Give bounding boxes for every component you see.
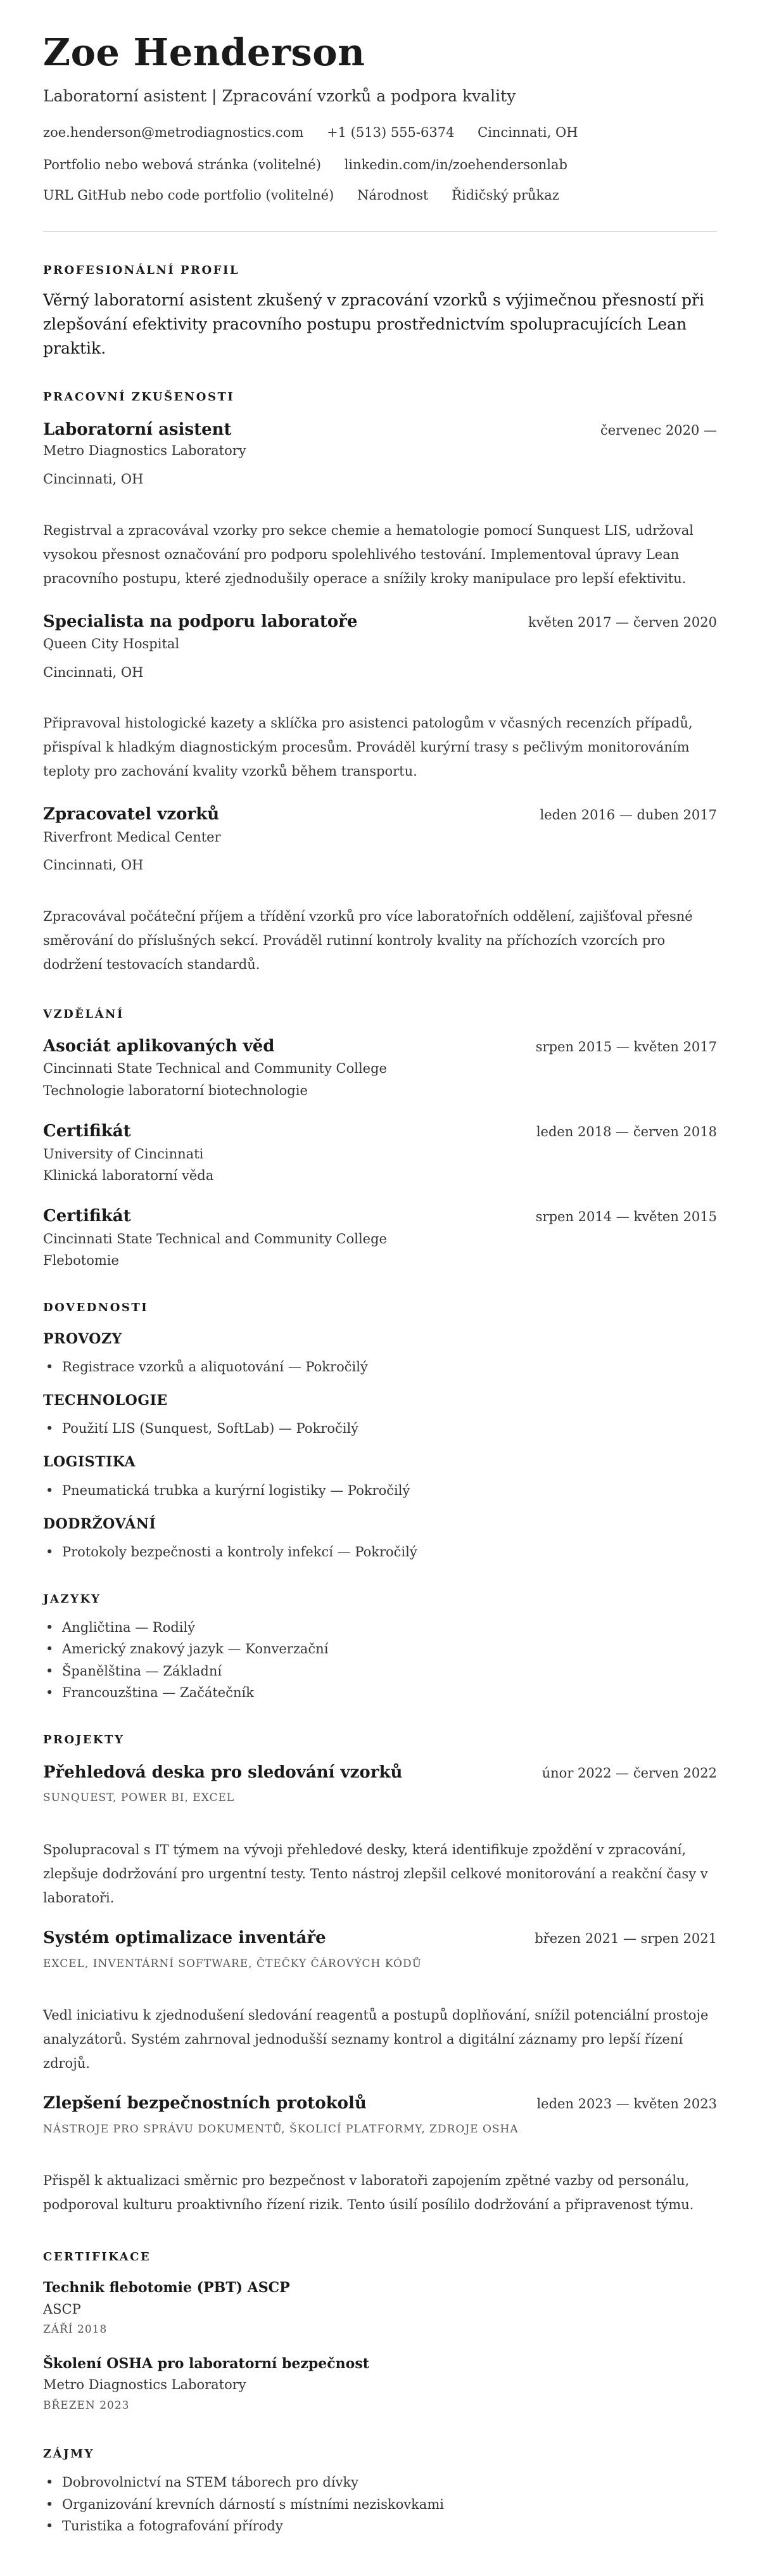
school-name: Cincinnati State Technical and Community College [43, 1061, 387, 1076]
interest-item: • Dobrovolnictví na STEM táborech pro dívky [43, 2475, 358, 2490]
study-field: Klinická laboratorní věda [43, 1168, 214, 1183]
contact-row [43, 125, 597, 140]
certification-name: Technik flebotomie (PBT) ASCP [43, 2279, 290, 2296]
skill-category: LOGISTIKA [43, 1454, 136, 1470]
project-description: Vedl iniciativu k zjednodušení sledování reagentů a postupů doplňování, snížil potenciální prostoje analyzátorů. Systém zahrnoval jednodušší seznamy kontrol a digitální záznamy pro lepší řízení zdrojů. [43, 2008, 709, 2071]
degree-title: Certifikát [43, 1122, 131, 1141]
project-tech: EXCEL, INVENTÁRNÍ SOFTWARE, ČTEČKY ČÁROVÝCH KÓDŮ [43, 1958, 422, 1970]
job-date: květen 2017 — červen 2020 [528, 615, 717, 630]
portfolio-link[interactable]: Portfolio nebo webová stránka (volitelné) [43, 157, 321, 172]
experience-heading: PRACOVNÍ ZKUŠENOSTI [43, 390, 235, 404]
education-date: srpen 2015 — květen 2017 [535, 1039, 717, 1054]
study-field: Flebotomie [43, 1253, 119, 1268]
language-item: • Španělština — Základní [43, 1663, 222, 1679]
skill-category: PROVOZY [43, 1331, 122, 1347]
project-name: Zlepšení bezpečnostních protokolů [43, 2094, 367, 2113]
language-item: • Francouzština — Začátečník [43, 1685, 254, 1700]
interests-heading: ZÁJMY [43, 2447, 94, 2461]
skill-item: • Použití LIS (Sunquest, SoftLab) — Pokročilý [43, 1421, 358, 1436]
school-name: University of Cincinnati [43, 1146, 204, 1162]
degree-title: Certifikát [43, 1207, 131, 1226]
job-title: Specialista na podporu laboratoře [43, 612, 358, 631]
project-tech: SUNQUEST, POWER BI, EXCEL [43, 1791, 235, 1804]
skill-category: DODRŽOVÁNÍ [43, 1516, 156, 1532]
project-name: Přehledová deska pro sledování vzorků [43, 1763, 403, 1782]
job-title: Laboratorní asistent [43, 420, 232, 439]
skill-category: TECHNOLOGIE [43, 1392, 168, 1409]
job-company: Metro Diagnostics Laboratory [43, 443, 246, 458]
certification-issuer: ASCP [43, 2302, 81, 2317]
job-company: Riverfront Medical Center [43, 830, 221, 845]
driving-license: Řidičský průkaz [452, 188, 559, 203]
language-item: • Angličtina — Rodilý [43, 1620, 195, 1635]
education-date: srpen 2014 — květen 2015 [535, 1209, 717, 1224]
headline: Laboratorní asistent | Zpracování vzorků a podpora kvality [43, 87, 516, 105]
languages-heading: JAZYKY [43, 1592, 101, 1606]
degree-title: Asociát aplikovaných věd [43, 1037, 275, 1056]
project-description: Spolupracoval s IT týmem na vývoji přehledové desky, která identifikuje zpoždění v zpracování, zlepšuje dodržování pro urgentní testy. Tento nástroj zlepšil celkové monitorování a reakční časy v laboratoři. [43, 1842, 708, 1906]
candidate-name: Zoe Henderson [43, 30, 365, 74]
certification-name: Školení OSHA pro laboratorní bezpečnost [43, 2355, 369, 2372]
language-item: • Americký znakový jazyk — Konverzační [43, 1641, 328, 1656]
skill-item: • Protokoly bezpečnosti a kontroly infekcí — Pokročilý [43, 1544, 417, 1560]
phone-number[interactable]: +1 (513) 555-6374 [327, 125, 455, 140]
job-location: Cincinnati, OH [43, 471, 144, 487]
links-row [43, 157, 586, 172]
job-description: Registrval a zpracovával vzorky pro sekce chemie a hematologie pomocí Sunquest LIS, udržoval vysokou přesnost označování pro podporu spolehlivého testování. Implementoval úpravy Lean pracovního postupu, které zjednodušily operace a snížily kroky manipulace pro lepší efektivitu. [43, 523, 694, 586]
education-date: leden 2018 — červen 2018 [536, 1124, 717, 1139]
skill-item: • Pneumatická trubka a kurýrní logistiky — Pokročilý [43, 1483, 410, 1498]
profile-summary: Věrný laboratorní asistent zkušený v zpracování vzorků s výjimečnou přesností při zlepšování efektivity pracovního postupu prostřednictvím spolupracujících Lean praktik. [43, 291, 704, 357]
interest-item: • Organizování krevních dárností s místními neziskovkami [43, 2497, 444, 2512]
extras-row [43, 188, 578, 203]
job-location: Cincinnati, OH [43, 857, 144, 873]
certification-date: BŘEZEN 2023 [43, 2399, 130, 2412]
linkedin-link[interactable]: linkedin.com/in/zoehendersonlab [344, 157, 567, 172]
project-tech: NÁSTROJE PRO SPRÁVU DOKUMENTŮ, ŠKOLICÍ PLATFORMY, ZDROJE OSHA [43, 2123, 519, 2136]
education-heading: VZDĚLÁNÍ [43, 1008, 124, 1021]
certification-issuer: Metro Diagnostics Laboratory [43, 2377, 246, 2392]
projects-heading: PROJEKTY [43, 1733, 125, 1746]
job-description: Zpracovával počáteční příjem a třídění vzorků pro více laboratořních oddělení, zajišťoval přesné směrování do příslušných sekcí. Prováděl rutinní kontroly kvality na příchozích vzorcích pro dodržení testovacích standardů. [43, 909, 693, 972]
skills-heading: DOVEDNOSTI [43, 1301, 149, 1314]
certification-date: ZÁŘÍ 2018 [43, 2323, 108, 2336]
skill-item: • Registrace vzorků a aliquotování — Pokročilý [43, 1359, 368, 1375]
github-link[interactable]: URL GitHub nebo code portfolio (volitelné) [43, 188, 334, 203]
header-divider [43, 231, 717, 232]
school-name: Cincinnati State Technical and Community College [43, 1231, 387, 1246]
study-field: Technologie laboratorní biotechnologie [43, 1083, 308, 1098]
job-description: Připravoval histologické kazety a sklíčka pro asistenci patologům v včasných recenzích případů, přispíval k hladkým diagnostickým procesům. Prováděl kurýrní trasy s pečlivým monitorováním teploty pro zachování kvality vzorků během transportu. [43, 715, 693, 779]
project-date: leden 2023 — květen 2023 [536, 2096, 717, 2111]
job-location: Cincinnati, OH [43, 665, 144, 680]
job-date: leden 2016 — duben 2017 [540, 807, 717, 823]
location: Cincinnati, OH [478, 125, 578, 140]
project-date: únor 2022 — červen 2022 [542, 1765, 717, 1781]
certifications-heading: CERTIFIKACE [43, 2250, 151, 2264]
project-name: Systém optimalizace inventáře [43, 1928, 326, 1947]
project-description: Přispěl k aktualizaci směrnic pro bezpečnost v laboratoři zapojením zpětné vazby od personálu, podporoval kulturu proaktivního řízení rizik. Tento úsilí posílilo dodržování a připravenost týmu. [43, 2173, 694, 2212]
profile-heading: PROFESIONÁLNÍ PROFIL [43, 264, 240, 277]
job-company: Queen City Hospital [43, 636, 180, 651]
project-date: březen 2021 — srpen 2021 [535, 1931, 717, 1946]
job-date: červenec 2020 — [600, 423, 717, 438]
email-link[interactable]: zoe.henderson@metrodiagnostics.com [43, 125, 304, 140]
job-title: Zpracovatel vzorků [43, 805, 220, 824]
interest-item: • Turistika a fotografování přírody [43, 2518, 283, 2534]
nationality: Národnost [357, 188, 429, 203]
